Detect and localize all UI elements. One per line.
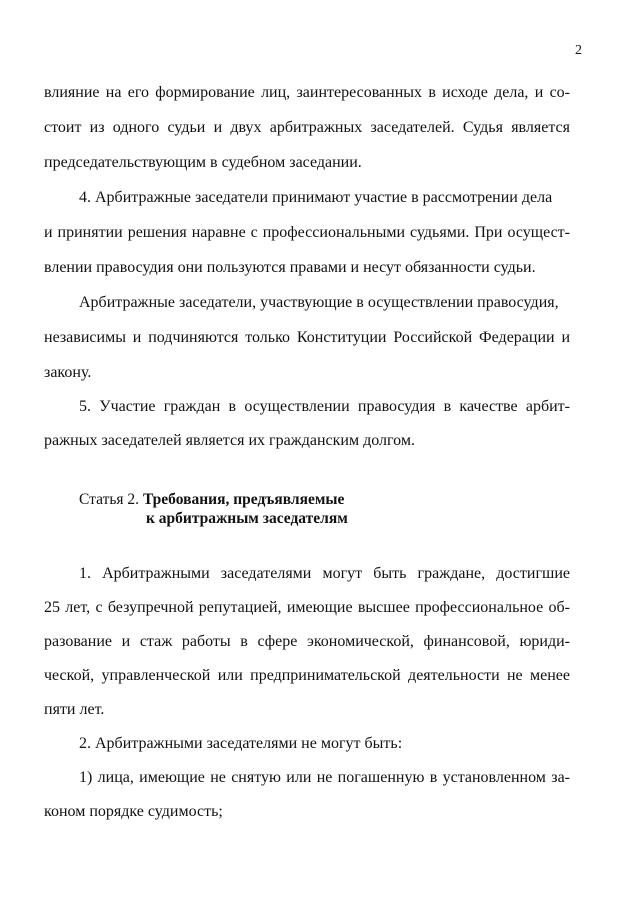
page-number: 2 <box>575 43 582 58</box>
text-line-1: влияние на его формирование лиц, заинтересованных в исходе дела, и со- <box>44 84 570 101</box>
article-2-point-1-line-3: разование и стаж работы в сфере экономической, финансовой, юриди- <box>44 633 570 650</box>
paragraph-4-line-1: 4. Арбитражные заседатели принимают участие в рассмотрении дела <box>79 189 553 206</box>
article-heading-line-1 <box>79 491 344 509</box>
article-2-point-2: 2. Арбитражными заседателями не могут быть: <box>79 735 403 752</box>
independence-paragraph-line-1: Арбитражные заседатели, участвующие в осуществлении правосудия, <box>79 294 559 311</box>
paragraph-5-line-1: 5. Участие граждан в осуществлении правосудия в качестве арбит- <box>79 398 570 415</box>
text-line-2: стоит из одного судьи и двух арбитражных заседателей. Судья является <box>44 119 570 136</box>
article-2-point-1-line-4: ческой, управленческой или предпринимательской деятельности не менее <box>44 667 570 684</box>
article-2-point-2-item-1-line-2: коном порядке судимость; <box>44 803 223 820</box>
text-line-3: председательствующим в судебном заседании. <box>44 154 362 171</box>
article-2-point-1-line-2: 25 лет, с безупречной репутацией, имеющие высшее профессиональное об- <box>44 599 570 616</box>
article-title-line-1: Требования, предъявляемые <box>142 491 345 508</box>
article-prefix: Статья 2. <box>79 491 140 508</box>
independence-paragraph-line-2: независимы и подчиняются только Конституции Российской Федерации и <box>44 329 570 346</box>
paragraph-5-line-2: ражных заседателей является их гражданским долгом. <box>44 432 415 449</box>
article-title-line-2: к арбитражным заседателям <box>146 510 348 527</box>
article-2-point-1-line-1: 1. Арбитражными заседателями могут быть граждане, достигшие <box>79 565 570 582</box>
paragraph-4-line-3: влении правосудия они пользуются правами и несут обязанности судьи. <box>44 259 536 276</box>
paragraph-4-line-2: и принятии решения наравне с профессиональными судьями. При осущест- <box>44 224 570 241</box>
article-2-point-2-item-1-line-1: 1) лица, имеющие не снятую или не погашенную в установленном за- <box>79 769 570 786</box>
article-2-point-1-line-5: пяти лет. <box>44 701 105 718</box>
independence-paragraph-line-3: закону. <box>44 364 92 381</box>
